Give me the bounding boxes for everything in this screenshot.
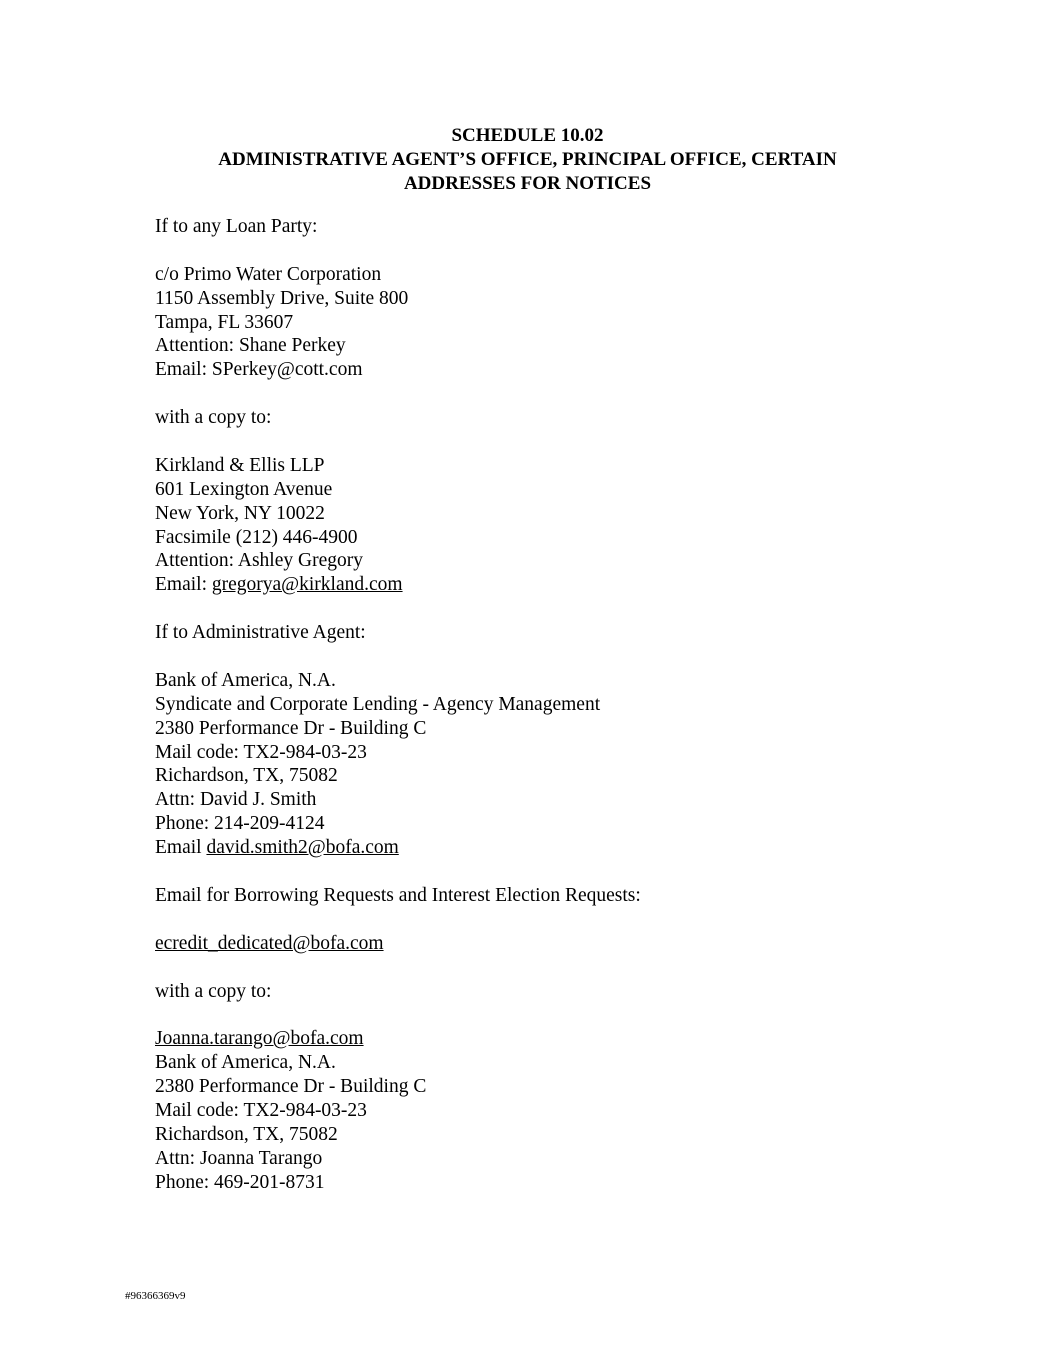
kirkland-email-label: Email: (155, 574, 212, 596)
admin-agent-email-label: Email (155, 837, 207, 859)
notice-addresses (155, 215, 641, 1195)
admin-agent-copy-phone: Phone: 469-201-8731 (155, 1171, 325, 1193)
admin-agent-email-link[interactable]: david.smith2@bofa.com (206, 837, 399, 859)
admin-agent-address-line: Richardson, TX, 75082 (155, 765, 338, 787)
admin-agent-copy-address-line: Bank of America, N.A. (155, 1052, 336, 1074)
requests-email-line (155, 932, 641, 956)
schedule-heading (0, 124, 1055, 196)
admin-agent-email-line (155, 836, 641, 860)
admin-agent-copy-attention: Attn: Joanna Tarango (155, 1147, 323, 1169)
kirkland-address-line: New York, NY 10022 (155, 502, 325, 524)
admin-agent-copy-email-line (155, 1027, 641, 1051)
loan-party-address-line: Tampa, FL 33607 (155, 311, 294, 333)
schedule-title-line-1: ADMINISTRATIVE AGENT’S OFFICE, PRINCIPAL OFFICE, CERTAIN (218, 149, 837, 170)
admin-agent-intro: If to Administrative Agent: (155, 622, 366, 644)
admin-agent-copy-address-line: Richardson, TX, 75082 (155, 1123, 338, 1145)
admin-agent-copy-email-link[interactable]: Joanna.tarango@bofa.com (155, 1028, 364, 1050)
admin-agent-copy-intro: with a copy to: (155, 980, 272, 1002)
admin-agent-phone: Phone: 214-209-4124 (155, 813, 325, 835)
admin-agent-mail-code: Mail code: TX2-984-03-23 (155, 741, 367, 763)
admin-agent-address-line: Bank of America, N.A. (155, 669, 336, 691)
document-id: #96366369v9 (125, 1290, 186, 1302)
kirkland-email-link[interactable]: gregorya@kirkland.com (211, 574, 403, 596)
admin-agent-address-line: Syndicate and Corporate Lending - Agency Management (155, 693, 601, 715)
kirkland-address-line: 601 Lexington Avenue (155, 478, 333, 500)
kirkland-facsimile: Facsimile (212) 446-4900 (155, 526, 358, 548)
loan-party-intro: If to any Loan Party: (155, 216, 318, 237)
loan-party-address-line: c/o Primo Water Corporation (155, 263, 382, 285)
kirkland-attention: Attention: Ashley Gregory (155, 550, 363, 572)
schedule-number: SCHEDULE 10.02 (451, 125, 604, 146)
admin-agent-address-line: 2380 Performance Dr - Building C (155, 717, 427, 739)
loan-party-copy-intro: with a copy to: (155, 407, 272, 429)
admin-agent-copy-address-line: 2380 Performance Dr - Building C (155, 1076, 427, 1098)
admin-agent-copy-mail-code: Mail code: TX2-984-03-23 (155, 1099, 367, 1121)
requests-intro: Email for Borrowing Requests and Interest Election Requests: (155, 884, 641, 906)
loan-party-attention: Attention: Shane Perkey (155, 335, 346, 357)
schedule-title-line-2: ADDRESSES FOR NOTICES (403, 173, 652, 194)
requests-email-link[interactable]: ecredit_dedicated@bofa.com (155, 932, 384, 954)
loan-party-address-line: 1150 Assembly Drive, Suite 800 (155, 287, 409, 309)
kirkland-address-line: Kirkland & Ellis LLP (155, 454, 325, 476)
admin-agent-attention: Attn: David J. Smith (155, 789, 317, 811)
kirkland-email-line (155, 573, 641, 597)
loan-party-email: Email: SPerkey@cott.com (155, 359, 363, 381)
